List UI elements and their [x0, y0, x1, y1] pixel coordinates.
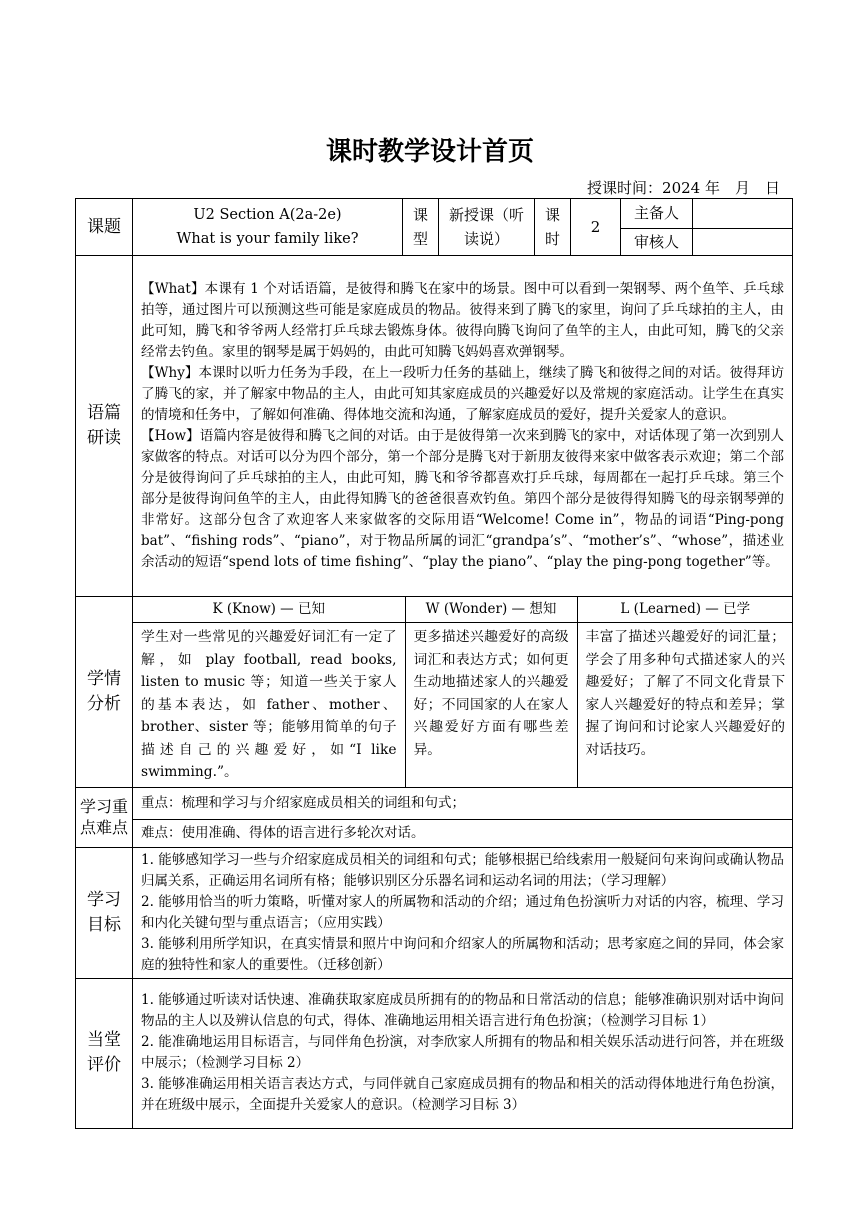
kwl-learned-header: L (Learned) — 已学	[577, 597, 793, 623]
goal-2: 2. 能够用恰当的听力策略，听懂对家人的所属物和活动的介绍；通过角色扮演听力对话的内容，梳理、学习和内化关键句型与重点语言；（应用实践）	[141, 893, 784, 931]
reading-what: 【What】本课有 1 个对话语篇，是彼得和腾飞在家中的场景。图中可以看到一架钢琴、两个鱼竿、乒乓球拍等，通过图片可以预测这些可能是家庭成员的物品。彼得来到了腾飞的家里，询问了乒乓球拍的主人，由此可知，腾飞和爷爷两人经常打乒乓球去锻炼身体。彼得向腾飞询问了鱼竿的主人，由此可知，腾飞的父亲经常去钓鱼。家里的钢琴是属于妈妈的，由此可知腾飞妈妈喜欢弹钢琴。	[141, 281, 784, 360]
goals-label: 学习目标	[76, 847, 133, 978]
topic-value	[133, 199, 403, 256]
difficult-point: 难点：使用准确、得体的语言进行多轮次对话。	[133, 819, 793, 847]
kwl-know-header: K (Know) — 已知	[133, 597, 405, 623]
lesson-date: 授课时间：2024 年 月 日	[587, 179, 780, 197]
kwl-wonder-header: W (Wonder) — 想知	[405, 597, 577, 623]
kwl-learned-text: 丰富了描述兴趣爱好的词汇量；学会了用多种句式描述家人的兴趣爱好；了解了不同文化背景下家人兴趣爱好的特点和差异；掌握了询问和讨论家人兴趣爱好的对话技巧。	[577, 623, 793, 787]
goal-1: 1. 能够感知学习一些与介绍家庭成员相关的词组和句式；能够根据已给线索用一般疑问句来询问或确认物品归属关系，正确运用名词所有格；能够识别区分乐器名词和运动名词的用法；（学习理解）	[141, 851, 784, 889]
hours-label: 课时	[535, 199, 571, 256]
key-point: 重点：梳理和学习与介绍家庭成员相关的词组和句式；	[133, 787, 793, 819]
goals-content	[133, 847, 793, 978]
reviewer-label: 审核人	[621, 229, 693, 256]
topic-line1: U2 Section A(2a-2e)	[193, 207, 342, 223]
analysis-label: 学情分析	[76, 597, 133, 788]
type-label: 课型	[403, 199, 439, 256]
reading-label: 语篇研读	[76, 256, 133, 597]
assessment-1: 1. 能够通过听读对话快速、准确获取家庭成员所拥有的的物品和日常活动的信息；能够准确识别对话中询问物品的主人以及辨认信息的句式，得体、准确地运用相关语言进行角色扮演；（检测学习目标 1）	[141, 992, 784, 1029]
hours-value: 2	[571, 199, 621, 256]
lead-teacher-value	[693, 199, 793, 229]
reviewer-value	[693, 229, 793, 256]
assessment-2: 2. 能准确地运用目标语言，与同伴角色扮演，对李欣家人所拥有的物品和相关娱乐活动进行问答，并在班级中展示；（检测学习目标 2）	[141, 1034, 784, 1071]
focus-label: 学习重点难点	[76, 787, 133, 847]
reading-why: 【Why】本课时以听力任务为手段，在上一段听力任务的基础上，继续了腾飞和彼得之间的对话。彼得拜访了腾飞的家，并了解家中物品的主人，由此可知其家庭成员的兴趣爱好以及常规的家庭活动。让学生在真实的情境和任务中，了解如何准确、得体地交流和沟通，了解家庭成员的爱好，提升关爱家人的意识。	[141, 365, 784, 423]
lead-teacher-label: 主备人	[621, 199, 693, 229]
goal-3: 3. 能够利用所学知识，在真实情景和照片中询问和介绍家人的所属物和活动；思考家庭之间的异同，体会家庭的独特性和家人的重要性。（迁移创新）	[141, 935, 784, 973]
page-title: 课时教学设计首页	[325, 137, 534, 167]
lesson-plan-table	[75, 198, 792, 1129]
assessment-label: 当堂评价	[76, 978, 133, 1128]
reading-content	[133, 256, 793, 597]
kwl-table	[133, 597, 793, 788]
topic-label: 课题	[76, 199, 133, 256]
kwl-know-text: 学生对一些常见的兴趣爱好词汇有一定了解，如 play football, read books, listen to music 等；知道一些关于家人的基本表达，如 father、mother、brother、sister 等；能够用简单的句子描述自己的兴趣爱好，如“I like swimming.”。	[141, 629, 397, 780]
assessment-3: 3. 能够准确运用相关语言表达方式，与同伴就自己家庭成员拥有的物品和相关的活动得体地进行角色扮演，并在班级中展示，全面提升关爱家人的意识。（检测学习目标 3）	[141, 1076, 784, 1113]
reading-how: 【How】语篇内容是彼得和腾飞之间的对话。由于是彼得第一次来到腾飞的家中，对话体现了第一次到别人家做客的特点。对话可以分为四个部分，第一个部分是腾飞对于新朋友彼得来家中做客表示欢迎；第二个部分是彼得询问了乒乓球拍的主人，由此可知，腾飞和爷爷都喜欢打乒乓球，每周都在一起打乒乓球。第三个部分是彼得询问鱼竿的主人，由此得知腾飞的爸爸很喜欢钓鱼。第四个部分是彼得得知腾飞的母亲钢琴弹的非常好。这部分包含了欢迎客人来家做客的交际用语“Welcome! Come in”，物品的词语“Ping-pong bat”、“fishing rods”、“piano”，对于物品所属的词汇“grandpa’s”、“mother’s”、“whose”，描述业余活动的短语“spend lots of time fishing”、“play the piano”、“play the ping-pong together”等。	[141, 428, 784, 570]
kwl-wonder-text: 更多描述兴趣爱好的高级词汇和表达方式；如何更生动地描述家人的兴趣爱好；不同国家的人在家人兴趣爱好方面有哪些差异。	[405, 623, 577, 787]
assessment-content	[133, 978, 793, 1128]
topic-line2: What is your family like?	[176, 231, 359, 247]
type-value: 新授课（听读说）	[439, 199, 535, 256]
